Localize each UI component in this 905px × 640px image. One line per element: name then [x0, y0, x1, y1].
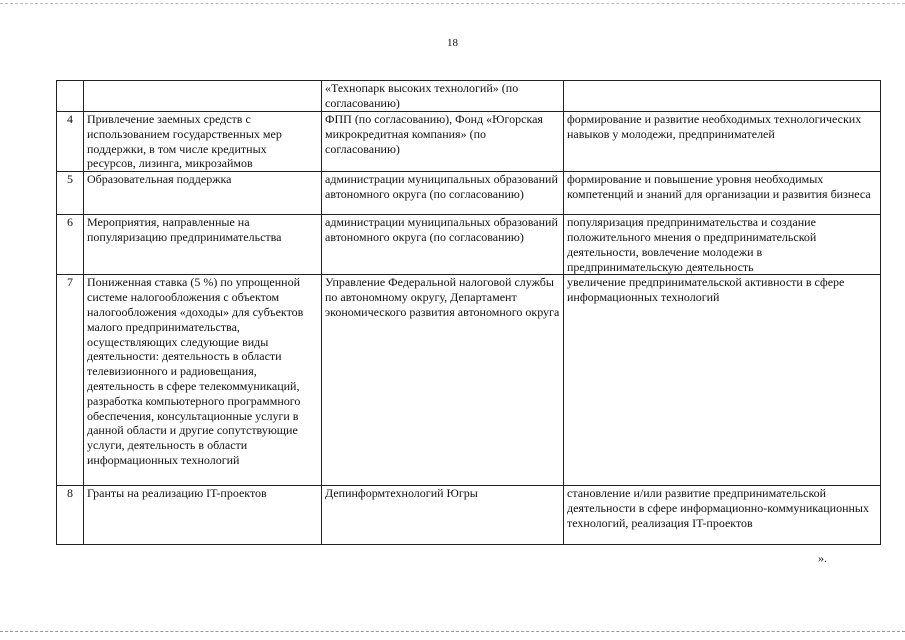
row-number-cell: 8: [57, 486, 84, 545]
responsible-cell: ФПП (по согласованию), Фонд «Югорская микрокредитная компания» (по согласованию): [322, 112, 564, 172]
table-row: [57, 81, 881, 112]
responsible-cell: администрации муниципальных образований автономного округа (по согласованию): [322, 215, 564, 275]
table-row: [57, 112, 881, 172]
scan-bottom-edge: [0, 631, 905, 632]
measure-cell: Пониженная ставка (5 %) по упрощенной системе налогообложения с объектом налогообложения «доходы» для субъектов малого предпринимательства, осуществляющих следующие виды деятельности: деятельность в области телевизионного и радиовещания, деятельность в сфере телекоммуникаций, разработка компьютерного программного обеспечения, консультационные услуги в данной области и другие сопутствующие услуги, деятельность в области информационных технологий: [84, 275, 322, 486]
row-number-cell: 7: [57, 275, 84, 486]
measures-table: [56, 80, 881, 545]
result-cell: формирование и повышение уровня необходимых компетенций и знаний для организации и развития бизнеса: [564, 172, 881, 215]
measure-cell: Образовательная поддержка: [84, 172, 322, 215]
responsible-cell: Депинформтехнологий Югры: [322, 486, 564, 545]
responsible-cell: администрации муниципальных образований автономного округа (по согласованию): [322, 172, 564, 215]
table-row: [57, 172, 881, 215]
measure-cell: Гранты на реализацию IT-проектов: [84, 486, 322, 545]
result-cell: увеличение предпринимательской активности в сфере информационных технологий: [564, 275, 881, 486]
row-number-cell: 6: [57, 215, 84, 275]
measure-cell: Мероприятия, направленные на популяризацию предпринимательства: [84, 215, 322, 275]
measure-cell: Привлечение заемных средств с использованием государственных мер поддержки, в том числе кредитных ресурсов, лизинга, микрозаймов: [84, 112, 322, 172]
result-cell: популяризация предпринимательства и создание положительного мнения о предпринимательской деятельности, вовлечение молодежи в предпринимательскую деятельность: [564, 215, 881, 275]
scan-top-edge: [0, 3, 905, 4]
table-row: [57, 215, 881, 275]
result-cell: [564, 81, 881, 112]
row-number-cell: 4: [57, 112, 84, 172]
row-number-cell: 5: [57, 172, 84, 215]
page-number: 18: [447, 37, 458, 49]
result-cell: становление и/или развитие предпринимательской деятельности в сфере информационно-коммуникационных технологий, реализация IT-проектов: [564, 486, 881, 545]
responsible-cell: «Технопарк высоких технологий» (по согласованию): [322, 81, 564, 112]
measure-cell: [84, 81, 322, 112]
row-number-cell: [57, 81, 84, 112]
table-row: [57, 486, 881, 545]
result-cell: формирование и развитие необходимых технологических навыков у молодежи, предпринимателей: [564, 112, 881, 172]
responsible-cell: Управление Федеральной налоговой службы по автономному округу, Департамент экономического развития автономного округа: [322, 275, 564, 486]
closing-quote-mark: ».: [818, 551, 827, 565]
table-row: [57, 275, 881, 486]
